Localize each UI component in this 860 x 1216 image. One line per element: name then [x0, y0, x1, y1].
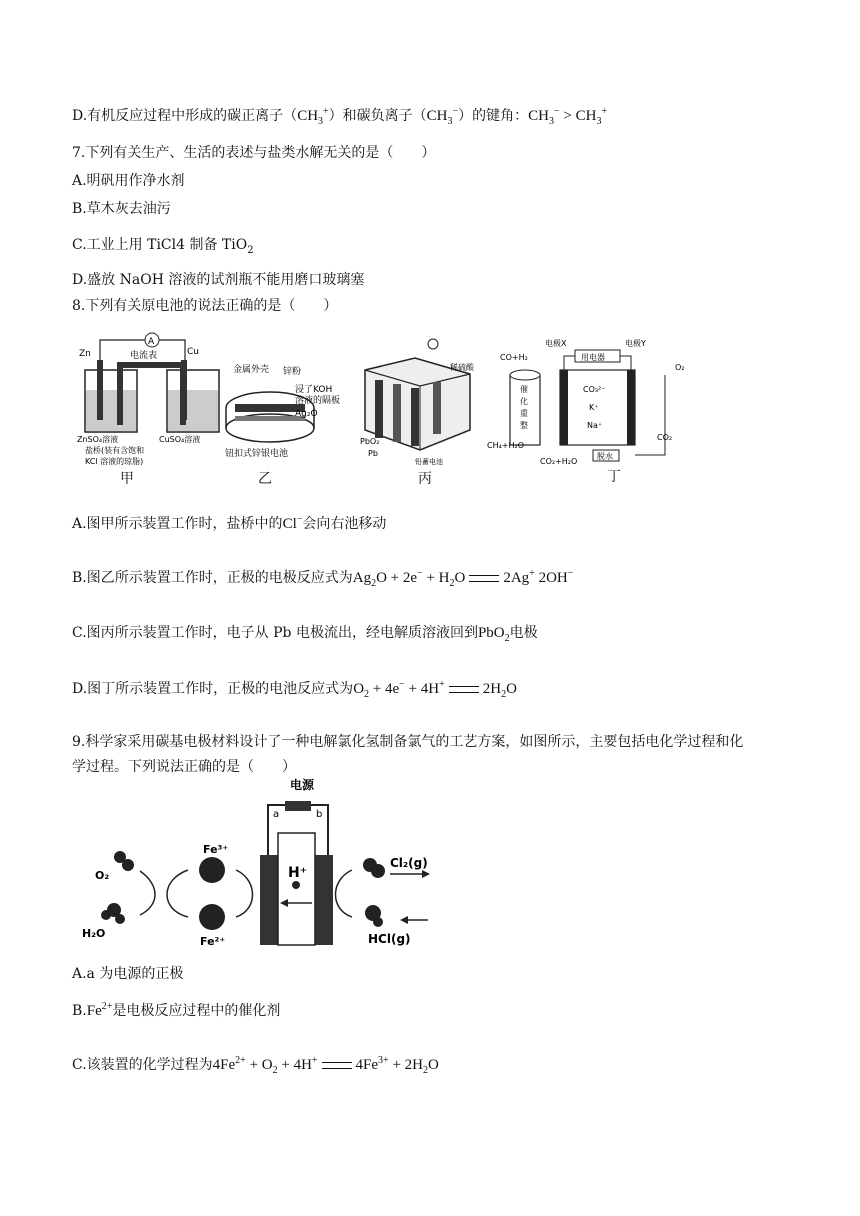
ch4-h2o-label: CH₄+H₂O [487, 441, 525, 450]
q9-option-b: $B.Fe^{2+}$是电极反应过程中的催化剂 [72, 1001, 281, 1019]
salt-bridge-label-1: 盐桥(装有含饱和 [85, 446, 145, 455]
cu-label: Cu [187, 347, 199, 357]
appliance-label: 用电器 [581, 353, 605, 362]
formula-o2-equation: $O_2 + 4e^- + 4H^+$ $2H_2O$ [353, 679, 517, 700]
co2-label: CO₂ [657, 433, 673, 442]
co2-h2o-label: CO₂+H₂O [540, 457, 578, 466]
figure-ding [487, 338, 685, 466]
caption-ding: 丁 [607, 469, 621, 485]
o2-label: O₂ [95, 869, 110, 882]
ammeter-a-label: A [148, 337, 155, 347]
zn-label: Zn [79, 349, 91, 359]
pbo2-label: PbO₂ [360, 437, 380, 446]
salt-bridge-label-2: KCl 溶液的琼脂) [85, 457, 144, 466]
q7-option-a: A.明矾用作净水剂 [72, 173, 185, 189]
formula-ch3-minus: $CH_3^-$ [426, 106, 459, 127]
caption-jia: 甲 [120, 471, 134, 487]
caption-yi: 乙 [258, 471, 272, 487]
pb-label: Pb [368, 449, 378, 458]
q9-stem-line-2: 学过程。下列说法正确的是（ ） [72, 759, 296, 775]
figure-bing [360, 339, 475, 466]
q9-option-a: A.a 为电源的正极 [72, 966, 184, 982]
na-ion-label: Na⁺ [587, 421, 603, 430]
reformer-label-3: 重 [520, 409, 528, 418]
reformer-label-4: 整 [520, 421, 528, 430]
metal-shell-label: 金属外壳 [233, 365, 270, 375]
electrode-y-label: 电极Y [625, 339, 646, 348]
terminal-b-label: b [316, 809, 323, 820]
fe3-label: Fe³⁺ [203, 843, 229, 856]
fe2-label: Fe²⁺ [200, 935, 226, 948]
znso4-label: ZnSO₄溶液 [77, 435, 119, 444]
k-ion-label: K⁺ [589, 403, 599, 412]
lead-battery-label: 铅蓄电池 [415, 458, 443, 466]
cuso4-label: CuSO₄溶液 [159, 435, 201, 444]
q7-option-b: B.草木灰去油污 [72, 201, 171, 217]
electrode-x-label: 电极X [545, 339, 567, 348]
q8-figure [75, 330, 695, 490]
button-cell-label: 钮扣式锌银电池 [225, 449, 289, 459]
figure-jia [77, 333, 219, 466]
sulfuric-acid-label: 稀硫酸 [450, 363, 474, 372]
q7-option-c: C.工业上用 TiCl4 制备 TiO$_2$ [72, 237, 254, 256]
formula-ag2o-equation: $Ag_2O + 2e^- + H_2O$ 2Ag+ 2OH− [352, 568, 574, 589]
separator-label-2: 溶液的隔板 [295, 396, 341, 406]
formula-ch3-plus: $CH_3^+$ [297, 106, 329, 127]
q8-option-d: D.图丁所示装置工作时，正极的电池反应式为$O_2 + 4e^- + 4H^+$ $2H_2O$ [72, 679, 517, 700]
q9-figure [80, 775, 460, 955]
cl2-label: Cl₂(g) [390, 856, 428, 870]
figure-yi [225, 363, 340, 459]
q8-option-a: A.图甲所示装置工作时，盐桥中的Cl−会向右池移动 [72, 514, 387, 532]
formula-fe2-plus: $Fe^{2+}$ [86, 1001, 113, 1019]
carbonate-label: CO₃²⁻ [583, 385, 606, 394]
ammeter-label: 电流表 [130, 351, 158, 361]
terminal-a-label: a [273, 809, 280, 820]
formula-fe-oxidation: $4Fe^{2+} + O_2 + 4H^+$ $4Fe^{3+} + 2H_2O$ [212, 1055, 439, 1076]
dewater-label: 脱水 [597, 452, 613, 461]
reformer-label-2: 化 [520, 397, 528, 406]
formula-pbo2: PbO$_2$ [477, 625, 510, 644]
formula-cl-minus: Cl− [282, 514, 303, 532]
caption-bing: 丙 [418, 471, 432, 487]
q8-stem: 8.下列有关原电池的说法正确的是（ ） [72, 298, 338, 314]
q9-stem-line-1: 9.科学家采用碳基电极材料设计了一种电解氯化氢制备氯气的工艺方案，如图所示，主要包括电化学过程和化 [72, 734, 744, 750]
formula-bond-angle: $CH_3^- > CH_3^+$ [528, 106, 608, 127]
q7-stem: 7.下列有关生产、生活的表述与盐类水解无关的是（ ） [72, 145, 436, 161]
o2-label: O₂ [675, 363, 685, 372]
q8-option-c: C.图丙所示装置工作时，电子从 Pb 电极流出，经电解质溶液回到PbO$_2$电极 [72, 625, 538, 644]
separator-label-1: 浸了KOH [295, 385, 333, 395]
q8-option-b: B.图乙所示装置工作时，正极的电极反应式为$Ag_2O + 2e^- + H_2O$ 2Ag+ 2OH− [72, 568, 574, 589]
h-plus-label: H⁺ [288, 865, 308, 881]
q9-option-c: C.该装置的化学过程为$4Fe^{2+} + O_2 + 4H^+$ $4Fe^{3+} + 2H_2O$ [72, 1055, 439, 1076]
hcl-label: HCl(g) [368, 932, 411, 946]
q6-option-d: D.有机反应过程中形成的碳正离子$(CH_3^+)$和碳负离子$(CH_3^-)$的键角：$CH_3^- > CH_3^+$ [72, 106, 608, 127]
q7-option-d: D.盛放 NaOH 溶液的试剂瓶不能用磨口玻璃塞 [72, 272, 365, 288]
reformer-label-1: 催 [520, 385, 528, 394]
ag2o-label: Ag₂O [295, 409, 318, 419]
h2o-label: H₂O [82, 927, 106, 940]
co-h2-label: CO+H₂ [500, 353, 528, 362]
power-label: 电源 [290, 778, 315, 792]
zinc-powder-label: 锌粉 [283, 367, 302, 377]
